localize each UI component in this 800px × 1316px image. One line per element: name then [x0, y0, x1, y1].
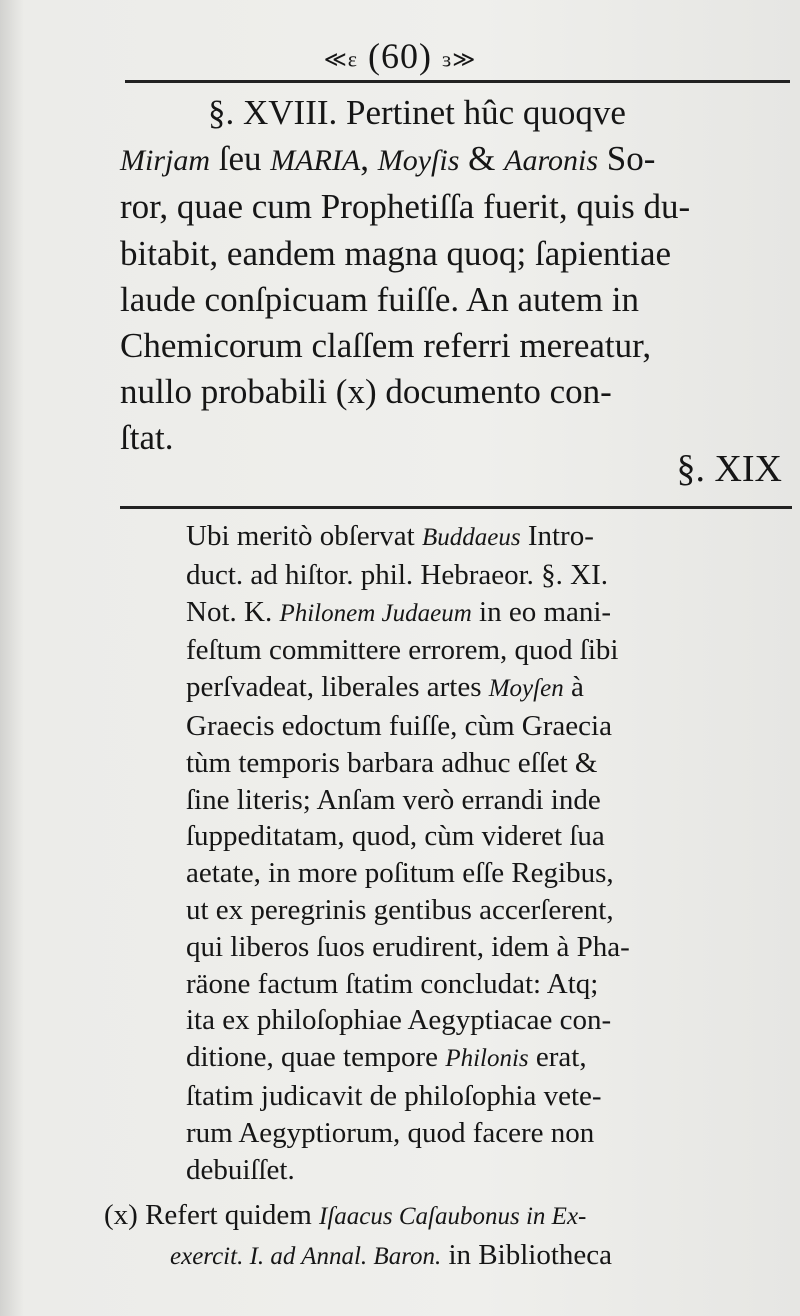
- footnote-x: [104, 1196, 794, 1276]
- footnote-line: [186, 708, 790, 745]
- footnote-x-line: exercit. I. ad Annal. Baron. in Bibliotheca: [170, 1239, 612, 1271]
- footnote-continued: [186, 518, 790, 1188]
- footnote-line: [186, 632, 790, 669]
- citation-work: exercit. I. ad Annal. Baron.: [170, 1243, 442, 1270]
- footnote-text: ſuppeditatam, quod, cùm videret ſua: [186, 820, 605, 853]
- footnote-marker: (x): [104, 1199, 138, 1231]
- main-line: ſtat.: [120, 418, 174, 458]
- ornament-right-icon: ɜ≫: [441, 46, 477, 72]
- citation-author: Iſaacus Caſaubonus in Ex-: [319, 1203, 587, 1230]
- footnote-line: [186, 892, 790, 929]
- footnote-text: Ubi meritò obſervat: [186, 520, 422, 552]
- footnote-line: [186, 557, 790, 594]
- footnote-line: [186, 594, 790, 633]
- footnote-italic-text: Philonis: [445, 1045, 529, 1073]
- main-line: laude conſpicuam fuiſſe. An autem in: [120, 279, 640, 319]
- main-text: [120, 90, 792, 462]
- footnote-line: [186, 1002, 790, 1039]
- footnote-text: duct. ad hiſtor. phil. Hebraeor. §. XI.: [186, 558, 609, 591]
- footnote-text: ditione, quae tempore: [186, 1041, 446, 1074]
- footnote-line: [186, 966, 790, 1003]
- footnote-rule: [120, 506, 792, 509]
- main-line: §. XVIII. Pertinet hûc quoqve: [208, 93, 626, 132]
- footnote-text: feſtum committere errorem, quod ſibi: [186, 634, 619, 667]
- footnote-line: [186, 518, 790, 557]
- footnote-text: Not. K.: [186, 595, 280, 628]
- footnote-text: ita ex philoſophiae Aegyptiacae con-: [186, 1004, 612, 1037]
- footnote-text: debuiſſet.: [186, 1153, 295, 1186]
- name-aaronis: Aaronis: [504, 144, 599, 178]
- main-line: Mirjam ſeu MARIA, Moyſis & Aaronis So-: [120, 139, 656, 179]
- name-maria: MARIA: [270, 144, 361, 178]
- footnote-italic-text: Buddaeus: [421, 524, 521, 551]
- ornament-left-icon: ≪ɛ: [323, 46, 358, 72]
- section-catchword: §. XIX: [676, 448, 782, 490]
- footnote-italic-text: Moyſen: [488, 675, 564, 703]
- footnote-text: qui liberos ſuos erudirent, idem à Pha-: [186, 930, 630, 963]
- footnote-line: [186, 745, 790, 782]
- footnote-line: [186, 1078, 790, 1115]
- page-number: (60): [368, 36, 432, 76]
- main-line: nullo probabili (x) documento con-: [120, 372, 612, 412]
- footnote-line: [186, 855, 790, 892]
- footnote-text: räone factum ſtatim concludat: Atq;: [186, 967, 599, 1000]
- footnote-text: ſtatim judicavit de philoſophia vete-: [186, 1079, 602, 1112]
- footnote-line: [186, 1115, 790, 1152]
- main-line: bitabit, eandem magna quoq; ſapientiae: [120, 233, 672, 273]
- footnote-text: perſvadeat, liberales artes: [186, 671, 489, 704]
- footnote-text: in eo mani-: [471, 595, 612, 628]
- footnote-line: [186, 818, 790, 855]
- footnote-text: rum Aegyptiorum, quod facere non: [186, 1116, 595, 1149]
- name-mirjam: Mirjam: [120, 144, 210, 178]
- footnote-line: [186, 1039, 790, 1078]
- main-line: ror, quae cum Prophetiſſa fuerit, quis du-: [120, 187, 691, 227]
- footnote-line: [186, 669, 790, 708]
- footnote-text: ſine literis; Anſam verò errandi inde: [186, 783, 601, 816]
- page-header: [0, 36, 800, 80]
- header-rule: [125, 80, 790, 83]
- footnote-x-line: (x) Refert quidem Iſaacus Caſaubonus in Ex-: [104, 1199, 587, 1231]
- footnote-text: aetate, in more poſitum eſſe Regibus,: [186, 857, 614, 890]
- footnote-line: [186, 782, 790, 819]
- footnote-italic-text: Philonem Judaeum: [279, 599, 472, 627]
- footnote-text: ut ex peregrinis gentibus accerſerent,: [186, 893, 614, 926]
- footnote-text: à: [563, 671, 584, 704]
- footnote-text: tùm temporis barbara adhuc eſſet &: [186, 746, 598, 779]
- footnote-line: [186, 1152, 790, 1189]
- main-line: Chemicorum claſſem referri mereatur,: [120, 326, 652, 366]
- footnote-text: erat,: [528, 1041, 587, 1074]
- name-moysis: Moyſis: [377, 144, 460, 178]
- footnote-text: Intro-: [520, 520, 594, 552]
- footnote-text: Graecis edoctum fuiſſe, cùm Graecia: [186, 709, 612, 742]
- footnote-line: [186, 929, 790, 966]
